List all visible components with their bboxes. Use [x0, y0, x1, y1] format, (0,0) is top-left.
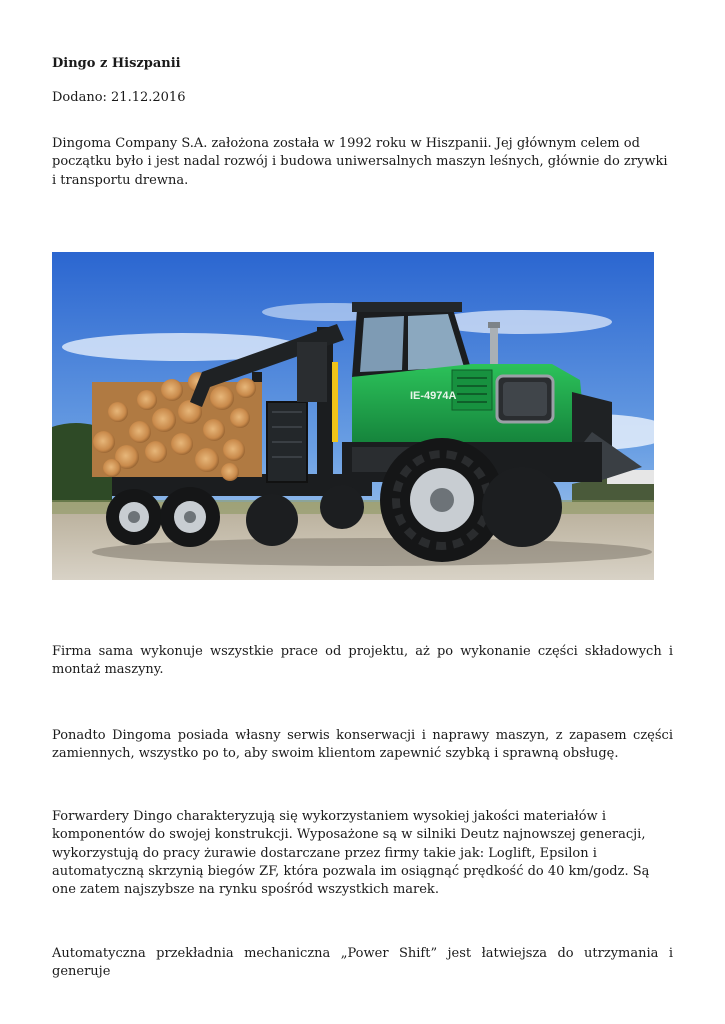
paragraph-service: Ponadto Dingoma posiada własny serwis konserwacji i naprawy maszyn, z zapasem części zamiennych, wszystko po to, aby swoim klientom zapewnić szybką i sprawną obsługę. [52, 728, 673, 762]
cab [352, 302, 472, 377]
forwarder-photo [52, 252, 654, 580]
log-pile [92, 372, 262, 481]
paragraph-forwarders: Forwardery Dingo charakteryzują się wykorzystaniem wysokiej jakości materiałów i komponentów do swojej konstrukcji. Wyposażone są w silniki Deutz najnowszej generacji, wykorzystują do pracy żurawie dostarczane przez firmy takie jak: Loglift, Epsilon i automatyczną skrzynią biegów ZF, która pozwala im osiągnąć prędkość do 40 km/godz. Są one zatem najszybsze na rynku spośród wszystkich marek. [52, 809, 650, 898]
machine-number-text: IE-4974A [410, 390, 457, 402]
article-date: Dodano: 21.12.2016 [52, 90, 186, 105]
paragraph-production: Firma sama wykonuje wszystkie prace od projektu, aż po wykonanie części składowych i montaż maszyny. [52, 644, 673, 678]
article-title: Dingo z Hiszpanii [52, 56, 181, 71]
paragraph-power-shift: Automatyczna przekładnia mechaniczna „Power Shift” jest łatwiejsza do utrzymania i generuje [52, 946, 673, 980]
paragraph-intro: Dingoma Company S.A. założona została w 1992 roku w Hiszpanii. Jej głównym celem od początku było i jest nadal rozwój i budowa uniwersalnych maszyn leśnych, głównie do zrywki i transportu drewna. [52, 136, 668, 188]
